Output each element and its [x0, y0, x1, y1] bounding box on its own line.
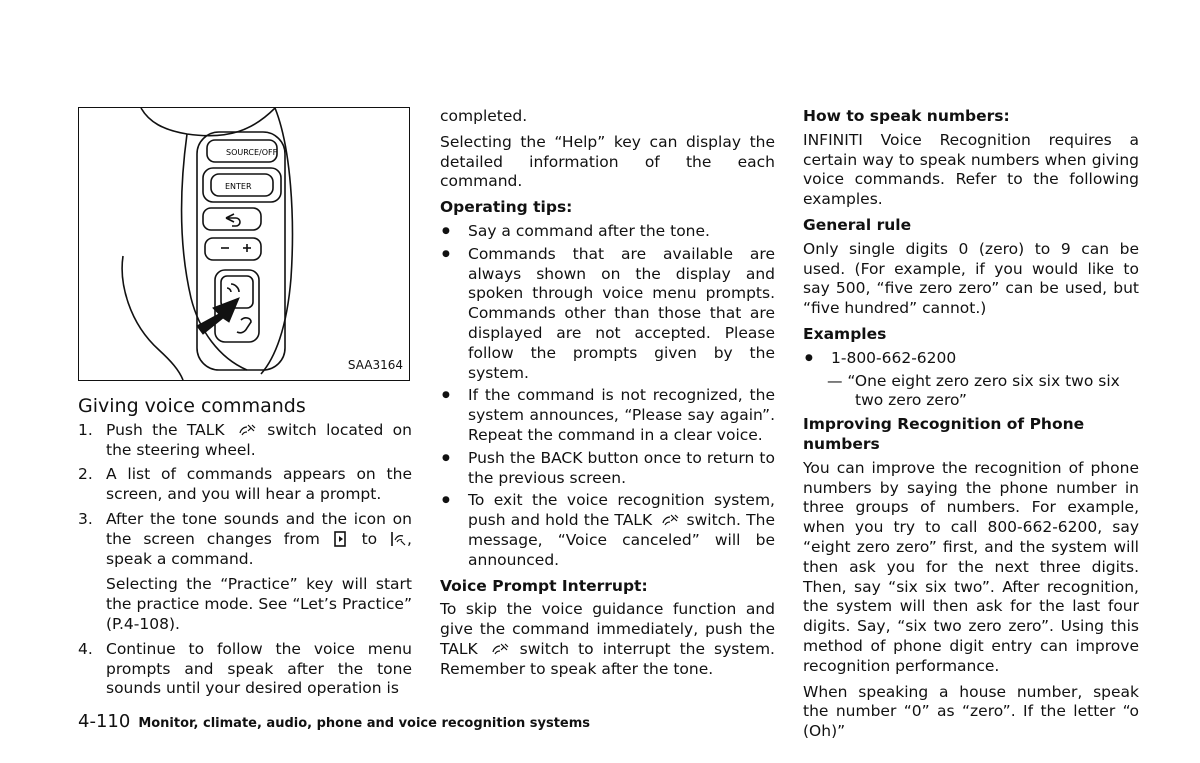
list-item: ● To exit the voice recognition system, push and hold the TALK switch. The message, “Voice canceled” will be announced. [440, 491, 775, 570]
improve-text: You can improve the recognition of phone numbers by saying the phone number in three groups of numbers. For example, when you try to call 800-662-6200, say “eight zero zero” first, and the system will then ask you for the next three digits. Then, say “six six two”. After recognition, the system will then ask for the last four digits. Say, “six two zero zero”. Using this method of phone digit entry can improve recognition performance. [803, 458, 1139, 675]
practice-note: Selecting the “Practice” key will start the practice mode. See “Let’s Practice” (P.4-108). [106, 575, 412, 633]
column-middle [440, 107, 775, 686]
talk-icon [487, 642, 511, 656]
steering-switch-figure [78, 107, 410, 381]
interrupt-heading: Voice Prompt Interrupt: [440, 576, 648, 595]
examples-list [803, 349, 1139, 369]
section-title: Monitor, climate, audio, phone and voice recognition systems [138, 716, 591, 731]
list-item: 1. Push the TALK switch located on the steering wheel. [78, 420, 412, 459]
steps-list [78, 421, 412, 699]
page-footer [78, 711, 590, 732]
screen-icon-after [389, 531, 407, 547]
tips-list [440, 222, 775, 571]
numbers-text: INFINITI Voice Recognition requires a certain way to speak numbers when giving voice commands. Refer to the following examples. [803, 130, 1139, 209]
rule-text: Only single digits 0 (zero) to 9 can be used. (For example, if you would like to say 500, “five zero zero” can be used, but “five hundred” cannot.) [803, 239, 1139, 318]
help-note: Selecting the “Help” key can display the detailed information of the each command. [440, 132, 775, 191]
talk-icon [234, 423, 258, 437]
list-item: 2. A list of commands appears on the screen, and you will hear a prompt. [78, 465, 412, 504]
tips-heading: Operating tips: [440, 198, 573, 217]
list-item: ● If the command is not recognized, the system announces, “Please say again”. Repeat the command in a clear voice. [440, 386, 775, 445]
screen-icon-before [332, 531, 350, 547]
list-item: ● Commands that are available are always shown on the display and spoken through voice menu prompts. Commands other than those that are displayed are not accepted. Please follow the prompts given by the system. [440, 245, 775, 384]
examples-heading: Examples [803, 324, 887, 343]
figure-code: SAA3164 [347, 358, 403, 373]
page-number: 4-110 [78, 711, 131, 732]
list-item: ● Push the BACK button once to return to the previous screen. [440, 449, 775, 489]
column-right [803, 107, 1139, 748]
list-item: ● Say a command after the tone. [440, 222, 775, 242]
numbers-heading: How to speak numbers: [803, 107, 1010, 125]
improve-heading: Improving Recognition of Phone numbers [803, 415, 1085, 453]
rule-heading: General rule [803, 215, 912, 234]
list-item: 4. Continue to follow the voice menu prompts and speak after the tone sounds until your desired operation is [78, 639, 412, 698]
source-button-label: SOURCE/OFF [226, 148, 278, 157]
section-heading: Giving voice commands [78, 395, 306, 417]
interrupt-text: To skip the voice guidance function and give the command immediately, push the TALK switch to interrupt the system. Remember to speak after the tone. [440, 600, 775, 678]
steering-wheel-switch-illustration [79, 108, 409, 380]
example-spoken: — “One eight zero zero six six two six two zero zero” [827, 371, 1120, 410]
step4-continuation: completed. [440, 107, 528, 125]
house-number-text: When speaking a house number, speak the number “0” as “zero”. If the letter “o (Oh)” [803, 682, 1139, 741]
list-item: ● 1-800-662-6200 [803, 349, 1139, 369]
enter-button-label: ENTER [225, 182, 252, 191]
talk-icon [657, 513, 681, 527]
column-left [78, 107, 412, 704]
list-item: 3. After the tone sounds and the icon on the screen changes from to , speak a command. Selecting the “Practice” key will start the practice mode. See “Let’s Practice” (P.4-108). [78, 509, 412, 633]
